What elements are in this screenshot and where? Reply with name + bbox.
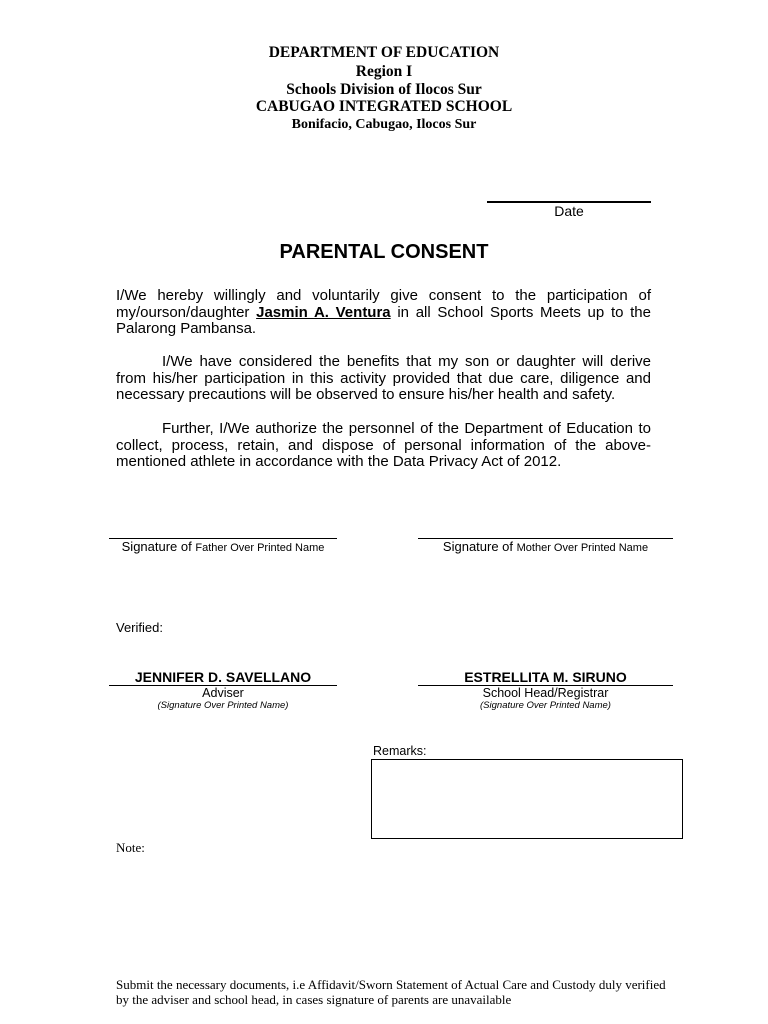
father-signature-label: Father Over Printed Name	[195, 542, 325, 554]
mother-signature-caption	[418, 539, 673, 554]
document-title: PARENTAL CONSENT	[279, 241, 489, 263]
note-label: Note:	[116, 840, 145, 855]
consent-paragraph-3: Further, I/We authorize the personnel of the Department of Education to collect, process, retain, and dispose of personal information of the above-mentioned athlete in accordance with the Data Privacy Act of 2012.	[116, 420, 651, 470]
remarks-box[interactable]	[371, 759, 683, 839]
school-head-signature-note: (Signature Over Printed Name)	[480, 700, 611, 711]
student-name: Jasmin A. Ventura	[256, 303, 391, 321]
consent-paragraph-2: I/We have considered the benefits that my son or daughter will derive from his/her participation in this activity provided that due care, diligence and necessary precautions will be observed to ensure his/her health and safety.	[116, 353, 651, 403]
note-text: Submit the necessary documents, i.e Affidavit/Sworn Statement of Actual Care and Custody duly verified by the adviser and school head, in cases signature of parents are unavailable	[116, 977, 666, 1007]
consent-paragraph-1	[116, 288, 651, 338]
header-division: Schools Division of Ilocos Sur	[286, 81, 482, 98]
remarks-label: Remarks:	[373, 744, 427, 758]
school-head-role: School Head/Registrar	[482, 686, 609, 700]
header-address: Bonifacio, Cabugao, Ilocos Sur	[291, 117, 477, 132]
mother-signature-label: Mother Over Printed Name	[516, 542, 649, 554]
date-label: Date	[554, 203, 584, 219]
school-head-name: ESTRELLITA M. SIRUNO	[464, 669, 627, 685]
adviser-signature-note: (Signature Over Printed Name)	[157, 700, 289, 711]
consent-text-before: I/We hereby willingly and voluntarily give consent to the participation of my/ourson/daughter	[116, 287, 651, 321]
adviser-role: Adviser	[202, 686, 244, 700]
adviser-name: JENNIFER D. SAVELLANO	[134, 669, 312, 685]
verified-label: Verified:	[116, 620, 163, 635]
father-signature-prefix: Signature of	[121, 539, 196, 554]
header-department: DEPARTMENT OF EDUCATION	[268, 44, 500, 61]
header-school: CABUGAO INTEGRATED SCHOOL	[255, 98, 513, 115]
consent-text-after: in all School Sports Meets up to the Palarong Pambansa.	[116, 303, 651, 337]
father-signature-caption	[109, 539, 337, 554]
header-region: Region I	[355, 63, 413, 80]
mother-signature-prefix: Signature of	[442, 539, 517, 554]
